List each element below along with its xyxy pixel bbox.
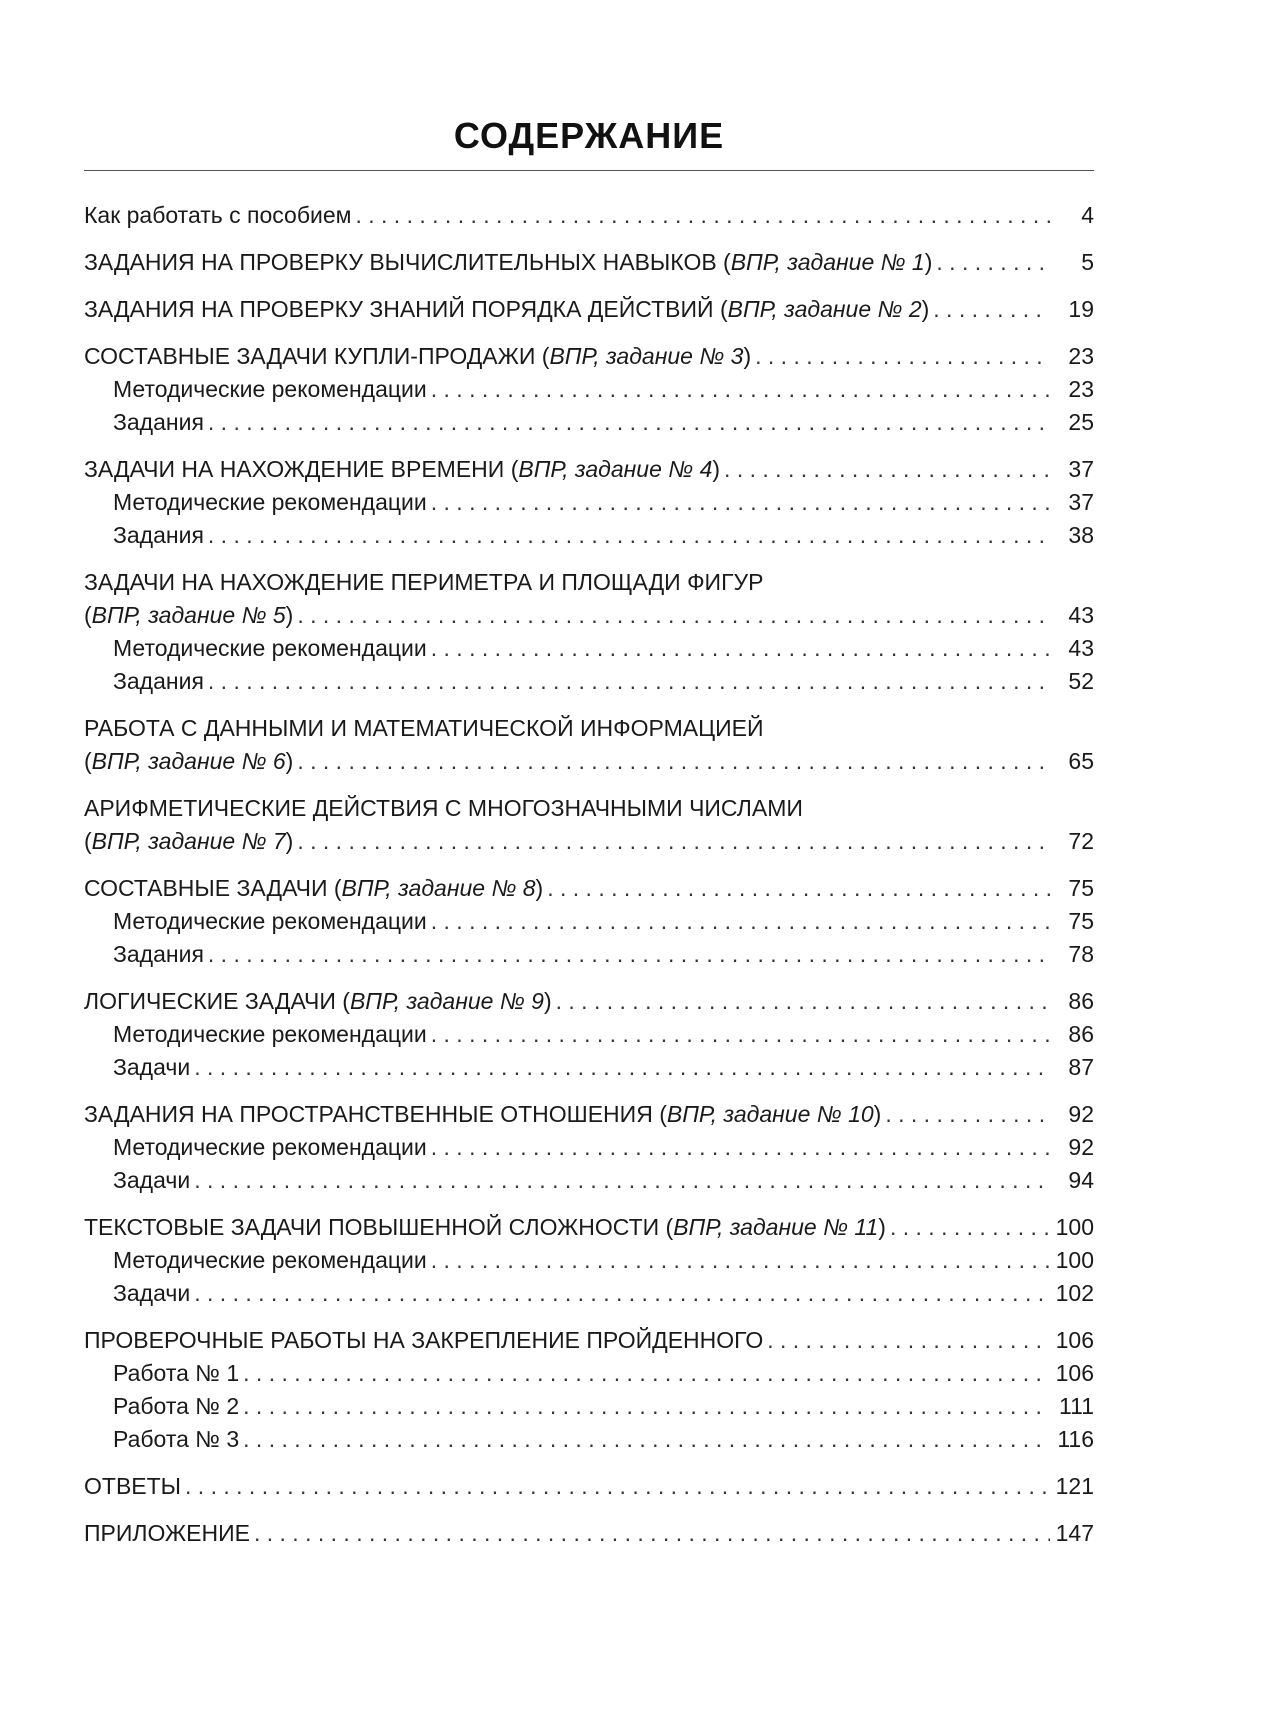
toc-entry-text: Работа № 3 (113, 1426, 240, 1452)
toc-section (84, 1470, 1094, 1503)
toc-subentry[interactable] (84, 1018, 1094, 1051)
toc-entry-text: ПРОВЕРОЧНЫЕ РАБОТЫ НА ЗАКРЕПЛЕНИЕ ПРОЙДЕННОГО (84, 1327, 764, 1353)
toc-entry-label (113, 1390, 239, 1423)
toc-entry-label (84, 825, 293, 858)
toc-page-number: 37 (1068, 456, 1094, 482)
toc-entry-label (113, 632, 427, 665)
toc-entry-label (113, 406, 204, 439)
toc-subentry[interactable] (84, 1277, 1094, 1310)
toc-entry[interactable] (84, 199, 1094, 232)
toc-subentry[interactable] (84, 1244, 1094, 1277)
dot-leader (431, 373, 1050, 406)
toc-entry-label (113, 1164, 190, 1197)
toc-page-number: 19 (1068, 296, 1094, 322)
toc-entry-task-note: ВПР, задание № 7 (91, 828, 286, 854)
toc-section (84, 792, 1094, 858)
toc-entry-text-tail: ) (535, 875, 544, 901)
toc-subentry[interactable] (84, 1423, 1094, 1456)
document-page (84, 0, 1094, 1564)
toc-page-number: 43 (1068, 635, 1094, 661)
toc-entry-label (84, 340, 751, 373)
toc-subentry[interactable] (84, 1390, 1094, 1423)
toc-entry-text: ОТВЕТЫ (84, 1473, 182, 1499)
toc-page-number: 102 (1055, 1280, 1094, 1306)
toc-entry-text: СОСТАВНЫЕ ЗАДАЧИ ( (84, 875, 342, 901)
toc-entry-text: ЗАДАЧИ НА НАХОЖДЕНИЕ ВРЕМЕНИ ( (84, 456, 519, 482)
toc-entry-label (84, 293, 929, 326)
toc-entry-text: ПРИЛОЖЕНИЕ (84, 1520, 250, 1546)
toc-page-number: 94 (1068, 1167, 1094, 1193)
dot-leader (297, 745, 1050, 778)
toc-entry-task-note: ВПР, задание № 1 (730, 249, 925, 275)
dot-leader (431, 486, 1050, 519)
toc-entry-label (84, 599, 293, 632)
toc-page-number: 100 (1055, 1214, 1094, 1240)
toc-heading-text: АРИФМЕТИЧЕСКИЕ ДЕЙСТВИЯ С МНОГОЗНАЧНЫМИ ЧИСЛАМИ (84, 795, 803, 821)
toc-entry-text: Задания (113, 522, 204, 548)
dot-leader (936, 246, 1050, 279)
toc-entry-label (113, 938, 204, 971)
toc-entry-text-tail: ) (285, 748, 294, 774)
toc-subentry[interactable] (84, 1164, 1094, 1197)
toc-entry-text-tail: ) (543, 988, 552, 1014)
toc-entry-text-tail: ) (712, 456, 721, 482)
toc-page-number: 106 (1055, 1327, 1094, 1353)
toc-page-number: 75 (1068, 908, 1094, 934)
toc-entry[interactable] (84, 985, 1094, 1018)
toc-entry-text-tail: ) (873, 1101, 882, 1127)
toc-entry-label (113, 1277, 190, 1310)
toc-page-number: 92 (1068, 1101, 1094, 1127)
toc-section-heading (84, 566, 1094, 599)
toc-entry-task-note: ВПР, задание № 10 (666, 1101, 874, 1127)
dot-leader (208, 938, 1050, 971)
toc-page-number: 23 (1068, 376, 1094, 402)
toc-entry-label (84, 246, 932, 279)
dot-leader (297, 825, 1050, 858)
dot-leader (547, 872, 1050, 905)
toc-page-number: 52 (1068, 668, 1094, 694)
toc-entry-label (84, 1324, 763, 1357)
toc-entry-text: Задачи (113, 1167, 191, 1193)
toc-entry[interactable] (84, 825, 1094, 858)
toc-entry-label (113, 665, 204, 698)
toc-section (84, 1324, 1094, 1456)
toc-entry-text: Методические рекомендации (113, 635, 427, 661)
toc-entry-task-note: ВПР, задание № 3 (549, 343, 744, 369)
toc-entry-text-tail: ) (743, 343, 752, 369)
dot-leader (194, 1277, 1050, 1310)
toc-section (84, 1517, 1094, 1550)
toc-entry-text: ТЕКСТОВЫЕ ЗАДАЧИ ПОВЫШЕННОЙ СЛОЖНОСТИ ( (84, 1214, 674, 1240)
toc-entry-label (113, 1051, 190, 1084)
toc-entry-task-note: ВПР, задание № 6 (91, 748, 286, 774)
toc-heading-text: ЗАДАЧИ НА НАХОЖДЕНИЕ ПЕРИМЕТРА И ПЛОЩАДИ ФИГУР (84, 569, 764, 595)
dot-leader (933, 293, 1050, 326)
toc-entry-task-note: ВПР, задание № 4 (518, 456, 713, 482)
toc-subentry[interactable] (84, 632, 1094, 665)
toc-entry[interactable] (84, 453, 1094, 486)
dot-leader (208, 406, 1050, 439)
dot-leader (355, 199, 1050, 232)
dot-leader (431, 1018, 1050, 1051)
toc-entry-task-note: ВПР, задание № 5 (91, 602, 286, 628)
toc-entry-text: Задания (113, 668, 204, 694)
toc-entry-text: Работа № 1 (113, 1360, 240, 1386)
toc-entry-label (113, 1018, 427, 1051)
toc-entry[interactable] (84, 293, 1094, 326)
toc-entry-label (84, 872, 543, 905)
toc-page-number: 106 (1055, 1360, 1094, 1386)
toc-entry-label (113, 905, 427, 938)
toc-entry-text: ЗАДАНИЯ НА ПРОВЕРКУ ВЫЧИСЛИТЕЛЬНЫХ НАВЫКОВ ( (84, 249, 731, 275)
toc-section (84, 872, 1094, 971)
toc-section (84, 293, 1094, 326)
toc-page-number: 121 (1055, 1473, 1094, 1499)
toc-entry-label (113, 486, 427, 519)
toc-page-number: 87 (1068, 1054, 1094, 1080)
dot-leader (208, 519, 1050, 552)
dot-leader (194, 1164, 1050, 1197)
table-of-contents (84, 199, 1094, 1550)
dot-leader (194, 1051, 1050, 1084)
toc-entry-text-tail: ) (285, 828, 294, 854)
toc-entry-text-tail: ) (921, 296, 930, 322)
toc-entry[interactable] (84, 246, 1094, 279)
toc-entry-label (84, 985, 552, 1018)
toc-heading-text: РАБОТА С ДАННЫМИ И МАТЕМАТИЧЕСКОЙ ИНФОРМАЦИЕЙ (84, 715, 764, 741)
dot-leader (243, 1357, 1050, 1390)
toc-subentry[interactable] (84, 1357, 1094, 1390)
toc-entry-text: ( (84, 828, 92, 854)
toc-entry[interactable] (84, 340, 1094, 373)
dot-leader (755, 340, 1050, 373)
toc-page-number: 92 (1068, 1134, 1094, 1160)
toc-entry-text: Задания (113, 409, 204, 435)
toc-entry-text: СОСТАВНЫЕ ЗАДАЧИ КУПЛИ-ПРОДАЖИ ( (84, 343, 550, 369)
toc-subentry[interactable] (84, 665, 1094, 698)
dot-leader (431, 1131, 1050, 1164)
toc-entry-text: Методические рекомендации (113, 376, 427, 402)
toc-entry-label (84, 745, 293, 778)
toc-entry-text: Методические рекомендации (113, 908, 427, 934)
toc-subentry[interactable] (84, 373, 1094, 406)
toc-page-number: 65 (1068, 748, 1094, 774)
toc-entry-label (113, 1131, 427, 1164)
toc-entry[interactable] (84, 745, 1094, 778)
toc-entry[interactable] (84, 599, 1094, 632)
toc-page-number: 38 (1068, 522, 1094, 548)
toc-section-heading (84, 712, 1094, 745)
dot-leader (297, 599, 1050, 632)
toc-subentry[interactable] (84, 406, 1094, 439)
dot-leader (185, 1470, 1050, 1503)
toc-page-number: 86 (1068, 1021, 1094, 1047)
dot-leader (767, 1324, 1050, 1357)
dot-leader (431, 1244, 1050, 1277)
toc-entry-label (84, 453, 720, 486)
toc-entry[interactable] (84, 1098, 1094, 1131)
dot-leader (885, 1098, 1050, 1131)
dot-leader (556, 985, 1050, 1018)
toc-page-number: 116 (1057, 1426, 1094, 1452)
toc-page-number: 75 (1068, 875, 1094, 901)
toc-entry[interactable] (84, 1517, 1094, 1550)
toc-section (84, 453, 1094, 552)
toc-entry-text: ЗАДАНИЯ НА ПРОВЕРКУ ЗНАНИЙ ПОРЯДКА ДЕЙСТВИЙ ( (84, 296, 728, 322)
toc-entry-text: Задания (113, 941, 204, 967)
toc-section (84, 985, 1094, 1084)
toc-entry[interactable] (84, 1211, 1094, 1244)
toc-entry-label (84, 1211, 886, 1244)
toc-page-number: 147 (1055, 1520, 1094, 1546)
title-divider (84, 170, 1094, 171)
dot-leader (243, 1390, 1050, 1423)
toc-entry-label (84, 1098, 881, 1131)
toc-subentry[interactable] (84, 1131, 1094, 1164)
toc-page-number: 37 (1068, 489, 1094, 515)
toc-section-heading (84, 792, 1094, 825)
toc-entry[interactable] (84, 1324, 1094, 1357)
toc-entry[interactable] (84, 1470, 1094, 1503)
dot-leader (431, 905, 1050, 938)
toc-entry-task-note: ВПР, задание № 9 (349, 988, 544, 1014)
toc-section (84, 566, 1094, 698)
dot-leader (431, 632, 1050, 665)
toc-subentry[interactable] (84, 938, 1094, 971)
toc-page-number: 111 (1059, 1393, 1094, 1419)
toc-page-number: 5 (1081, 249, 1094, 275)
toc-page-number: 72 (1068, 828, 1094, 854)
toc-page-number: 86 (1068, 988, 1094, 1014)
toc-entry-text: Методические рекомендации (113, 1021, 427, 1047)
toc-entry-text-tail: ) (285, 602, 294, 628)
dot-leader (254, 1517, 1050, 1550)
toc-entry-label (113, 1423, 239, 1456)
toc-entry-text-tail: ) (924, 249, 933, 275)
toc-entry-label (113, 373, 427, 406)
toc-page-number: 100 (1055, 1247, 1094, 1273)
toc-subentry[interactable] (84, 1051, 1094, 1084)
toc-entry-text: Задачи (113, 1054, 191, 1080)
dot-leader (208, 665, 1050, 698)
page-title: СОДЕРЖАНИЕ (453, 115, 725, 156)
toc-section (84, 246, 1094, 279)
toc-section (84, 712, 1094, 778)
toc-subentry[interactable] (84, 905, 1094, 938)
dot-leader (243, 1423, 1050, 1456)
toc-entry-text: ( (84, 602, 92, 628)
toc-entry-label (113, 519, 204, 552)
toc-entry-text: Методические рекомендации (113, 489, 427, 515)
toc-entry-label (84, 1470, 181, 1503)
toc-entry-text: Как работать с пособием (84, 202, 352, 228)
dot-leader (890, 1211, 1050, 1244)
toc-section (84, 1211, 1094, 1310)
toc-entry[interactable] (84, 872, 1094, 905)
toc-entry-task-note: ВПР, задание № 8 (341, 875, 536, 901)
toc-page-number: 78 (1068, 941, 1094, 967)
toc-page-number: 25 (1068, 409, 1094, 435)
toc-entry-label (84, 199, 351, 232)
dot-leader (724, 453, 1050, 486)
toc-section (84, 199, 1094, 232)
toc-entry-label (113, 1244, 427, 1277)
toc-entry-text: Методические рекомендации (113, 1247, 427, 1273)
toc-section (84, 340, 1094, 439)
toc-entry-task-note: ВПР, задание № 11 (673, 1214, 879, 1240)
toc-entry-text: ( (84, 748, 92, 774)
toc-section (84, 1098, 1094, 1197)
toc-entry-text: Методические рекомендации (113, 1134, 427, 1160)
toc-subentry[interactable] (84, 519, 1094, 552)
toc-entry-task-note: ВПР, задание № 2 (727, 296, 922, 322)
toc-subentry[interactable] (84, 486, 1094, 519)
toc-page-number: 4 (1081, 202, 1094, 228)
toc-entry-text-tail: ) (878, 1214, 886, 1240)
toc-entry-label (113, 1357, 239, 1390)
toc-page-number: 23 (1068, 343, 1094, 369)
toc-entry-text: Работа № 2 (113, 1393, 240, 1419)
toc-entry-text: ЗАДАНИЯ НА ПРОСТРАНСТВЕННЫЕ ОТНОШЕНИЯ ( (84, 1101, 667, 1127)
toc-entry-label (84, 1517, 250, 1550)
toc-entry-text: Задачи (113, 1280, 191, 1306)
toc-entry-text: ЛОГИЧЕСКИЕ ЗАДАЧИ ( (84, 988, 350, 1014)
toc-page-number: 43 (1068, 602, 1094, 628)
